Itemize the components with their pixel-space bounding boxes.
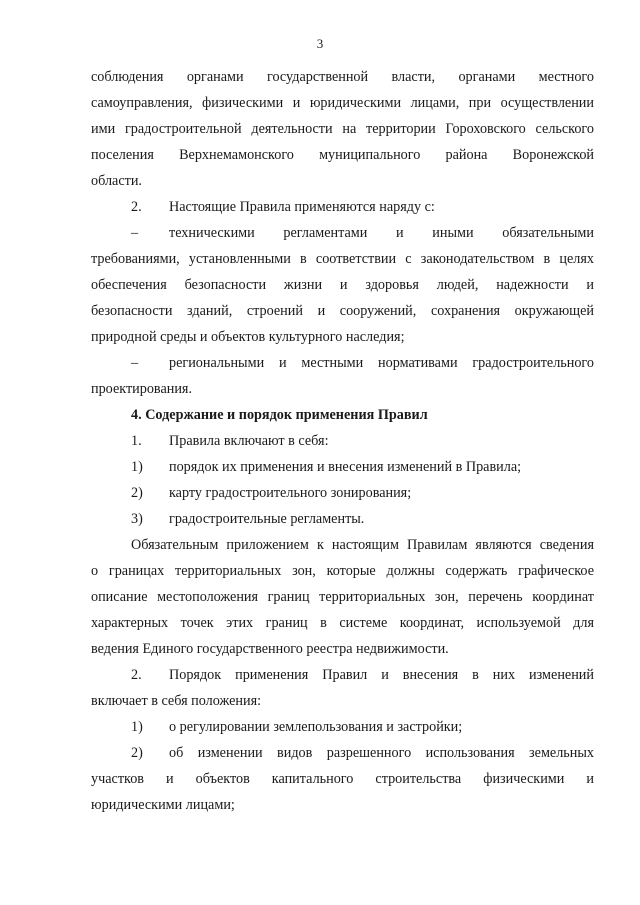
clause-text: Порядок применения Правил и внесения в них изменений [169,667,594,683]
text-line: природной среды и объектов культурного наследия; [91,329,405,345]
section-clause-2 [91,662,594,688]
dash-item-text: региональными и местными нормативами градостроительного [169,355,594,371]
text-line: включает в себя положения: [91,693,262,709]
item-text: о регулировании землепользования и застройки; [169,719,463,735]
text-line: поселения Верхнемамонского муниципального района Воронежской [91,147,594,163]
item-text: карту градостроительного зонирования; [169,485,412,501]
text-line: участков и объектов капитального строительства физическими и [91,771,594,787]
clause-text: Правила включают в себя: [169,433,329,449]
text-line: о границах территориальных зон, которые должны содержать графическое [91,563,594,579]
clause-number: 2. [131,667,142,683]
dash-marker: – [131,355,139,371]
item-number: 3) [131,511,143,527]
text-line: требованиями, установленными в соответствии с законодательством в целях [91,251,594,267]
item-text: градостроительные регламенты. [169,511,365,527]
section-heading: 4. Содержание и порядок применения Правил [131,407,428,423]
text-line: ими градостроительной деятельности на территории Гороховского сельского [91,121,594,137]
section-clause-1 [91,428,594,454]
clause-text: Настоящие Правила применяются наряду с: [169,199,435,215]
dash-item-1 [91,220,594,246]
item-number: 2) [131,745,143,761]
text-line: области. [91,173,142,189]
document-body [91,64,594,818]
text-line: ведения Единого государственного реестра недвижимости. [91,641,449,657]
item-number: 1) [131,459,143,475]
dash-item-text: техническими регламентами и иными обязательными [169,225,594,241]
clause-number: 2. [131,199,142,215]
item-number: 1) [131,719,143,735]
list-item [91,454,594,480]
item-number: 2) [131,485,143,501]
list-item [91,480,594,506]
item-text: порядок их применения и внесения изменений в Правила; [169,459,522,475]
page-number: 3 [316,36,324,51]
text-line: соблюдения органами государственной власти, органами местного [91,69,594,85]
clause-number: 1. [131,433,142,449]
text-line: характерных точек этих границ в системе координат, используемой для [91,615,594,631]
text-line: безопасности зданий, строений и сооружений, сохранения окружающей [91,303,594,319]
list-item [91,714,594,740]
item-text: об изменении видов разрешенного использования земельных [169,745,594,761]
text-line: юридическими лицами; [91,797,235,813]
clause-2 [91,194,594,220]
dash-item-2 [91,350,594,376]
text-line: Обязательным приложением к настоящим Правилам являются сведения [131,537,594,553]
list-item [91,740,594,766]
text-line: описание местоположения границ территориальных зон, перечень координат [91,589,594,605]
text-line: обеспечения безопасности жизни и здоровья людей, надежности и [91,277,594,293]
dash-marker: – [131,225,139,241]
text-line: самоуправления, физическими и юридическими лицами, при осуществлении [91,95,594,111]
text-line: проектирования. [91,381,193,397]
list-item [91,506,594,532]
